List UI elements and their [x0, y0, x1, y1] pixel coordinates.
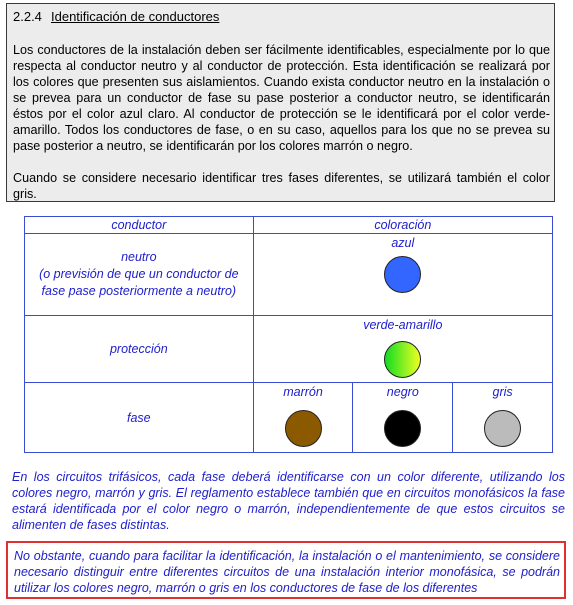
color-name-azul: azul: [391, 236, 415, 250]
neutro-color-cell: [253, 234, 552, 316]
row-label-neutro: neutro (o previsión de que un conductor de fase pase posteriormente a neutro): [25, 234, 254, 316]
row-label-proteccion: protección: [25, 316, 254, 383]
regulation-paragraph: Los conductores de la instalación deben ser fácilmente identificables, especialmente por lo que respecta al conductor neutro y al conductor de protección. Esta identificación se realizará por los colores que presenten sus aislamientos. Cuando exista conductor neutro en la instalación o se prevea para un conductor de fase su pase posterior a conductor neutro, se identificarán éstos por el color azul claro. Al conductor de protección se le identificará por el color verde-amarillo. Todos los conductores de fase, o en su caso, aquellos para los que no se prevea su pase posterior a neutro, se identificarán por los colores marrón o negro.: [13, 43, 550, 153]
swatch-verde-amarillo: [384, 341, 421, 378]
section-title: Identificación de conductores: [51, 9, 220, 24]
color-name-marron: marrón: [283, 385, 323, 399]
conductor-color-table: [24, 216, 553, 453]
swatch-negro: [384, 410, 421, 447]
swatch-azul: [384, 256, 421, 293]
highlighted-exception-box: [6, 541, 566, 599]
section-number: 2.2.4: [13, 9, 42, 24]
fase-marron-cell: [253, 383, 353, 453]
header-conductor: conductor: [25, 217, 254, 234]
color-name-negro: negro: [386, 385, 419, 399]
header-coloracion: coloración: [253, 217, 552, 234]
section-heading: [13, 9, 219, 24]
swatch-marron: [285, 410, 322, 447]
fase-negro-cell: [353, 383, 453, 453]
highlighted-exception-text: No obstante, cuando para facilitar la identificación, la instalación o el mantenimiento, se considere necesario distinguir entre diferentes circuitos de una instalación interior monofásica, se podrán utilizar los colores negro, marrón o gris en los conductores de fase de los diferentes: [14, 549, 560, 595]
color-name-verde-amarillo: verde-amarillo: [363, 318, 443, 332]
regulation-paragraph-grey: Cuando se considere necesario identificar tres fases diferentes, se utilizará también el color gris.: [13, 171, 550, 201]
color-name-gris: gris: [492, 385, 513, 399]
explanatory-note: En los circuitos trifásicos, cada fase deberá identificarse con un color diferente, utilizando los colores negro, marrón y gris. El reglamento establece también que en circuitos monofásicos la fase estará identificada por el color negro o marrón, independientemente de que estos circuitos se alimenten de fases distintas.: [12, 470, 565, 532]
row-label-fase: fase: [25, 383, 254, 453]
regulation-box: [6, 3, 555, 202]
proteccion-color-cell: [253, 316, 552, 383]
fase-gris-cell: [453, 383, 553, 453]
swatch-gris: [484, 410, 521, 447]
